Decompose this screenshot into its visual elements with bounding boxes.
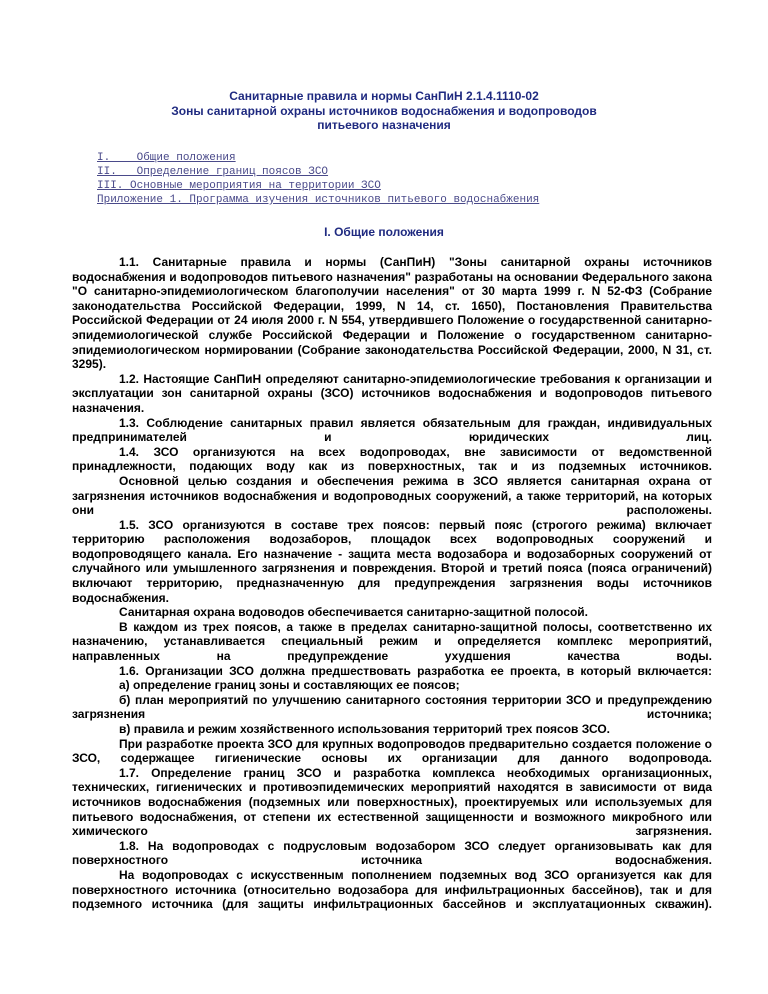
section-heading: I. Общие положения (324, 225, 444, 239)
document-body (72, 255, 712, 912)
toc-link-main-measures[interactable]: III. Основные мероприятия на территории ЗСО (97, 180, 381, 192)
paragraph-belts: В каждом из трех поясов, а также в пределах санитарно-защитной полосы, соответственно их назначению, устанавливается специальный режим и определяется комплекс мероприятий, направленных на предупреждение ухудшения качества воды. (72, 619, 712, 664)
table-of-contents (97, 151, 539, 207)
document-title (0, 89, 768, 133)
paragraph-1-5: 1.5. ЗСО организуются в составе трех поясов: первый пояс (строгого режима) включает территорию расположения водозаборов, площадок всех водопроводных сооружений и водопроводящего канала. Его назначение - защита места водозабора и водозаборных сооружений от случайного или умышленного загрязнения и повреждения. Второй и третий пояса (пояса ограничений) включают территорию, предназначенную для предупреждения загрязнения воды источников водоснабжения. (72, 517, 712, 605)
paragraph-1-2: 1.2. Настоящие СанПиН определяют санитарно-эпидемиологические требования к организации и эксплуатации зон санитарной охраны (ЗСО) источников водоснабжения и водопроводов питьевого назначения. (72, 371, 712, 415)
toc-link-general[interactable]: I. Общие положения (97, 152, 236, 164)
paragraph-1-7: 1.7. Определение границ ЗСО и разработка комплекса необходимых организационных, технических, гигиенических и противоэпидемических мероприятий находятся в зависимости от вида источников водоснабжения (подземных или поверхностных), проектируемых или используемых для питьевого водоснабжения, от степени их естественной защищенности и возможного микробного или химического загрязнения. (72, 765, 712, 839)
paragraph-item-a: а) определение границ зоны и составляющих ее поясов; (119, 678, 460, 693)
paragraph-item-b: б) план мероприятий по улучшению санитарного состояния территории ЗСО и предупреждению загрязнения источника; (72, 692, 712, 722)
paragraph-1-6: 1.6. Организации ЗСО должна предшествовать разработка ее проекта, в который включается: (119, 663, 712, 678)
paragraph-1-3: 1.3. Соблюдение санитарных правил является обязательным для граждан, индивидуальных предпринимателей и юридических лиц. (72, 415, 712, 445)
paragraph-1-4: 1.4. ЗСО организуются на всех водопроводах, вне зависимости от ведомственной принадлежности, подающих воду как из поверхностных, так и из подземных источников. (72, 444, 712, 474)
paragraph-purpose: Основной целью создания и обеспечения режима в ЗСО является санитарная охрана от загрязнения источников водоснабжения и водопроводных сооружений, а также территорий, на которых они расположены. (72, 473, 712, 518)
toc-link-appendix-1[interactable]: Приложение 1. Программа изучения источников питьевого водоснабжения (97, 194, 540, 206)
title-line-2: Зоны санитарной охраны источников водоснабжения и водопроводов (171, 103, 597, 118)
paragraph-1-1: 1.1. Санитарные правила и нормы (СанПиН) "Зоны санитарной охраны источников водоснабжения и водопроводов питьевого назначения" разработаны на основании Федерального закона "О санитарно-эпидемиологическом благополучии населения" от 30 марта 1999 г. N 52-ФЗ (Собрание законодательства Российской Федерации, 1999, N 14, ст. 1650), Постановления Правительства Российской Федерации от 24 июля 2000 г. N 554, утвердившего Положение о государственной санитарно-эпидемиологической службе Российской Федерации и Положение о государственном санитарно-эпидемиологическом нормировании (Собрание законодательства Российской Федерации, 2000, N 31, ст. 3295). (72, 255, 712, 372)
paragraph-project: При разработке проекта ЗСО для крупных водопроводов предварительно создается положение о ЗСО, содержащее гигиенические основы их организации для данного водопровода. (72, 736, 712, 766)
paragraph-1-8: 1.8. На водопроводах с подрусловым водозабором ЗСО следует организовывать как для поверхностного источника водоснабжения. (72, 838, 712, 868)
paragraph-artificial: На водопроводах с искусственным пополнением подземных вод ЗСО организуется как для поверхностного источника (относительно водозабора для инфильтрационных бассейнов), так и для подземного источника (для защиты инфильтрационных бассейнов и эксплуатационных скважин). (72, 867, 712, 912)
title-line-1: Санитарные правила и нормы СанПиН 2.1.4.1110-02 (229, 89, 539, 103)
title-line-3: питьевого назначения (317, 118, 451, 132)
toc-link-zone-boundaries[interactable]: II. Определение границ поясов ЗСО (97, 166, 329, 178)
paragraph-conduits: Санитарная охрана водоводов обеспечивается санитарно-защитной полосой. (119, 605, 588, 620)
paragraph-item-c: в) правила и режим хозяйственного использования территорий трех поясов ЗСО. (119, 722, 611, 736)
